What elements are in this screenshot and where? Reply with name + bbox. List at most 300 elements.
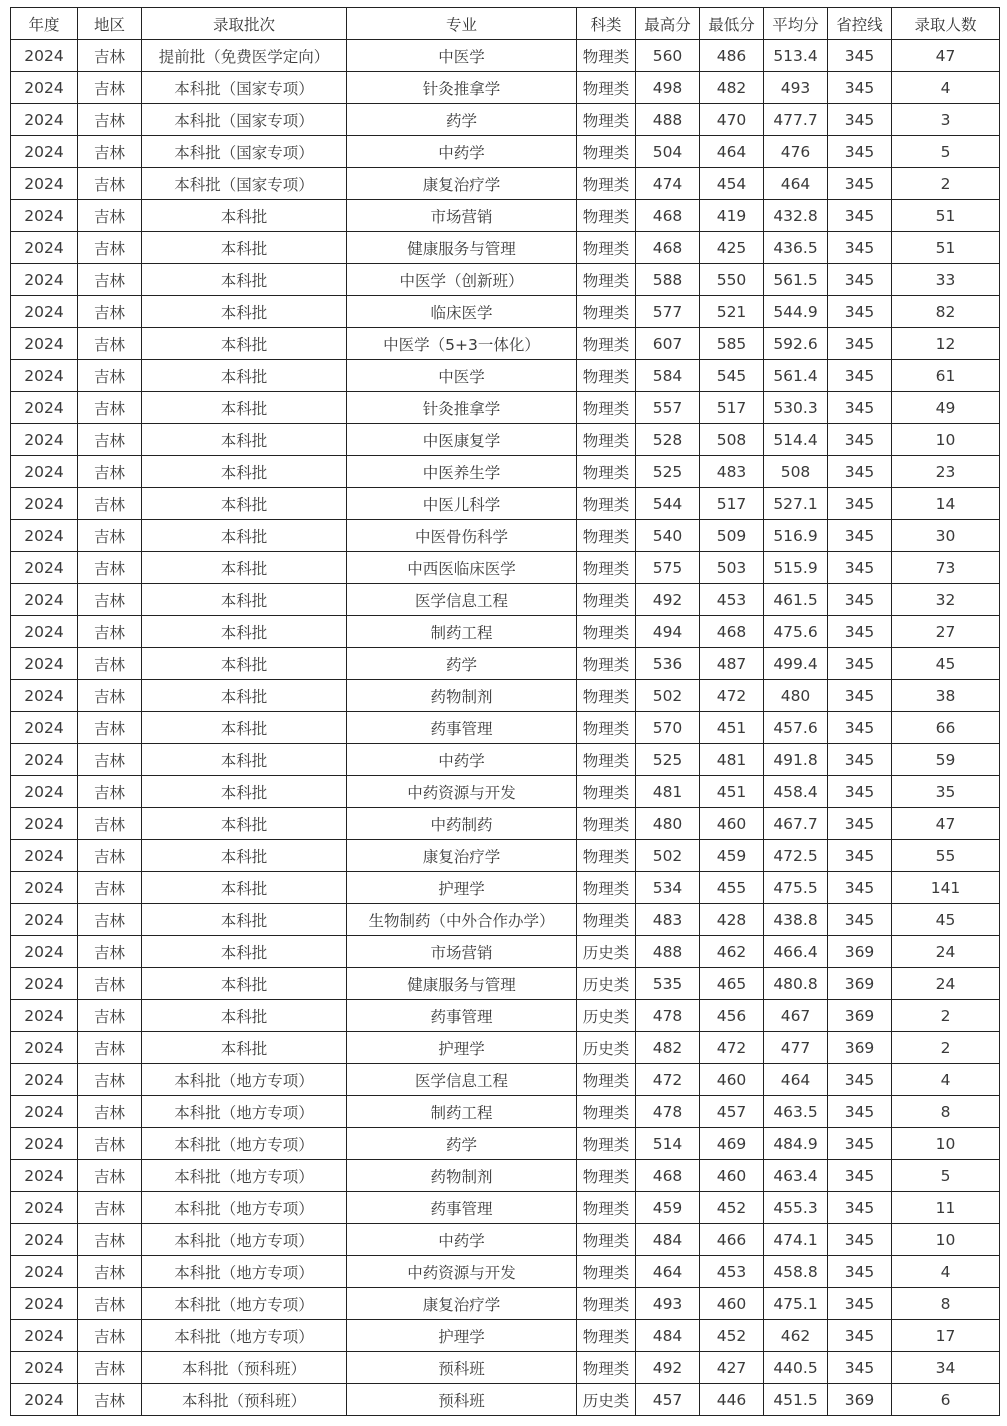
cell-category: 物理类 — [577, 1224, 636, 1256]
cell-max-score: 504 — [636, 136, 700, 168]
cell-year: 2024 — [11, 1384, 78, 1416]
cell-category: 物理类 — [577, 392, 636, 424]
cell-min-score: 486 — [700, 40, 764, 72]
table-row — [11, 200, 1000, 232]
cell-year: 2024 — [11, 1128, 78, 1160]
cell-year: 2024 — [11, 712, 78, 744]
cell-category: 物理类 — [577, 168, 636, 200]
cell-batch: 本科批 — [142, 744, 347, 776]
cell-region: 吉林 — [78, 904, 142, 936]
cell-category: 物理类 — [577, 296, 636, 328]
header-region: 地区 — [78, 8, 142, 40]
cell-batch: 本科批 — [142, 616, 347, 648]
cell-avg-score: 530.3 — [764, 392, 828, 424]
cell-min-score: 453 — [700, 1256, 764, 1288]
cell-category: 历史类 — [577, 1000, 636, 1032]
cell-region: 吉林 — [78, 1224, 142, 1256]
cell-avg-score: 432.8 — [764, 200, 828, 232]
cell-admitted-count: 10 — [892, 1128, 1000, 1160]
cell-max-score: 535 — [636, 968, 700, 1000]
cell-category: 历史类 — [577, 1032, 636, 1064]
cell-control-line: 369 — [828, 1000, 892, 1032]
cell-batch: 本科批 — [142, 392, 347, 424]
cell-major: 药学 — [347, 648, 577, 680]
cell-avg-score: 493 — [764, 72, 828, 104]
cell-category: 物理类 — [577, 488, 636, 520]
cell-max-score: 525 — [636, 744, 700, 776]
cell-region: 吉林 — [78, 360, 142, 392]
cell-max-score: 478 — [636, 1096, 700, 1128]
cell-category: 物理类 — [577, 904, 636, 936]
table-row — [11, 72, 1000, 104]
cell-avg-score: 477 — [764, 1032, 828, 1064]
table-row — [11, 1096, 1000, 1128]
header-category: 科类 — [577, 8, 636, 40]
cell-min-score: 521 — [700, 296, 764, 328]
cell-control-line: 345 — [828, 104, 892, 136]
cell-max-score: 484 — [636, 1320, 700, 1352]
cell-min-score: 456 — [700, 1000, 764, 1032]
cell-admitted-count: 5 — [892, 1160, 1000, 1192]
cell-major: 中药学 — [347, 744, 577, 776]
cell-control-line: 345 — [828, 1224, 892, 1256]
cell-admitted-count: 55 — [892, 840, 1000, 872]
cell-major: 健康服务与管理 — [347, 232, 577, 264]
table-row — [11, 584, 1000, 616]
cell-avg-score: 436.5 — [764, 232, 828, 264]
cell-year: 2024 — [11, 264, 78, 296]
cell-year: 2024 — [11, 1352, 78, 1384]
cell-category: 物理类 — [577, 1256, 636, 1288]
cell-year: 2024 — [11, 456, 78, 488]
cell-min-score: 428 — [700, 904, 764, 936]
table-row — [11, 840, 1000, 872]
cell-avg-score: 466.4 — [764, 936, 828, 968]
cell-major: 护理学 — [347, 872, 577, 904]
table-row — [11, 1192, 1000, 1224]
cell-min-score: 460 — [700, 808, 764, 840]
cell-control-line: 369 — [828, 968, 892, 1000]
cell-year: 2024 — [11, 1320, 78, 1352]
table-row — [11, 1384, 1000, 1416]
cell-control-line: 345 — [828, 904, 892, 936]
cell-min-score: 472 — [700, 680, 764, 712]
cell-year: 2024 — [11, 904, 78, 936]
cell-year: 2024 — [11, 1064, 78, 1096]
cell-admitted-count: 45 — [892, 904, 1000, 936]
cell-year: 2024 — [11, 1000, 78, 1032]
cell-category: 物理类 — [577, 456, 636, 488]
cell-major: 药事管理 — [347, 1000, 577, 1032]
cell-admitted-count: 47 — [892, 40, 1000, 72]
cell-major: 市场营销 — [347, 200, 577, 232]
cell-control-line: 345 — [828, 1096, 892, 1128]
cell-max-score: 575 — [636, 552, 700, 584]
cell-major: 中药学 — [347, 136, 577, 168]
cell-region: 吉林 — [78, 296, 142, 328]
cell-avg-score: 464 — [764, 168, 828, 200]
cell-avg-score: 472.5 — [764, 840, 828, 872]
cell-max-score: 468 — [636, 200, 700, 232]
cell-control-line: 345 — [828, 840, 892, 872]
cell-category: 物理类 — [577, 776, 636, 808]
cell-category: 物理类 — [577, 104, 636, 136]
cell-batch: 本科批 — [142, 360, 347, 392]
cell-region: 吉林 — [78, 1256, 142, 1288]
cell-avg-score: 458.8 — [764, 1256, 828, 1288]
cell-region: 吉林 — [78, 1320, 142, 1352]
cell-batch: 本科批 — [142, 840, 347, 872]
cell-max-score: 492 — [636, 1352, 700, 1384]
cell-major: 预科班 — [347, 1384, 577, 1416]
cell-category: 物理类 — [577, 328, 636, 360]
cell-region: 吉林 — [78, 104, 142, 136]
cell-control-line: 345 — [828, 456, 892, 488]
cell-admitted-count: 51 — [892, 200, 1000, 232]
cell-admitted-count: 8 — [892, 1288, 1000, 1320]
cell-batch: 本科批 — [142, 1000, 347, 1032]
cell-region: 吉林 — [78, 168, 142, 200]
table-body — [11, 40, 1000, 1416]
cell-max-score: 584 — [636, 360, 700, 392]
cell-max-score: 488 — [636, 936, 700, 968]
cell-batch: 本科批 — [142, 584, 347, 616]
cell-year: 2024 — [11, 40, 78, 72]
cell-year: 2024 — [11, 1096, 78, 1128]
cell-batch: 本科批 — [142, 968, 347, 1000]
cell-region: 吉林 — [78, 232, 142, 264]
table-row — [11, 424, 1000, 456]
cell-admitted-count: 66 — [892, 712, 1000, 744]
cell-year: 2024 — [11, 968, 78, 1000]
cell-admitted-count: 2 — [892, 168, 1000, 200]
cell-major: 中药制药 — [347, 808, 577, 840]
cell-admitted-count: 6 — [892, 1384, 1000, 1416]
cell-max-score: 488 — [636, 104, 700, 136]
table-row — [11, 136, 1000, 168]
cell-max-score: 498 — [636, 72, 700, 104]
cell-region: 吉林 — [78, 1000, 142, 1032]
table-row — [11, 648, 1000, 680]
cell-major: 中医康复学 — [347, 424, 577, 456]
cell-min-score: 585 — [700, 328, 764, 360]
cell-avg-score: 516.9 — [764, 520, 828, 552]
cell-batch: 本科批 — [142, 296, 347, 328]
cell-region: 吉林 — [78, 1160, 142, 1192]
cell-region: 吉林 — [78, 40, 142, 72]
cell-year: 2024 — [11, 328, 78, 360]
cell-region: 吉林 — [78, 552, 142, 584]
table-row — [11, 488, 1000, 520]
table-row — [11, 1224, 1000, 1256]
cell-major: 针灸推拿学 — [347, 72, 577, 104]
cell-year: 2024 — [11, 1256, 78, 1288]
cell-min-score: 459 — [700, 840, 764, 872]
cell-major: 康复治疗学 — [347, 1288, 577, 1320]
cell-category: 物理类 — [577, 264, 636, 296]
cell-avg-score: 440.5 — [764, 1352, 828, 1384]
cell-admitted-count: 47 — [892, 808, 1000, 840]
table-row — [11, 1064, 1000, 1096]
cell-max-score: 478 — [636, 1000, 700, 1032]
cell-year: 2024 — [11, 1160, 78, 1192]
cell-batch: 本科批（地方专项） — [142, 1320, 347, 1352]
cell-year: 2024 — [11, 1192, 78, 1224]
cell-max-score: 540 — [636, 520, 700, 552]
cell-control-line: 345 — [828, 72, 892, 104]
cell-admitted-count: 24 — [892, 968, 1000, 1000]
table-row — [11, 776, 1000, 808]
cell-max-score: 480 — [636, 808, 700, 840]
cell-major: 生物制药（中外合作办学） — [347, 904, 577, 936]
table-row — [11, 968, 1000, 1000]
cell-min-score: 550 — [700, 264, 764, 296]
cell-min-score: 472 — [700, 1032, 764, 1064]
cell-major: 中医儿科学 — [347, 488, 577, 520]
cell-admitted-count: 11 — [892, 1192, 1000, 1224]
cell-min-score: 481 — [700, 744, 764, 776]
table-row — [11, 936, 1000, 968]
cell-major: 中医学 — [347, 40, 577, 72]
cell-region: 吉林 — [78, 264, 142, 296]
admission-scores-sheet — [10, 7, 999, 1416]
cell-admitted-count: 27 — [892, 616, 1000, 648]
cell-max-score: 557 — [636, 392, 700, 424]
cell-control-line: 345 — [828, 200, 892, 232]
cell-min-score: 462 — [700, 936, 764, 968]
cell-year: 2024 — [11, 200, 78, 232]
table-row — [11, 40, 1000, 72]
table-row — [11, 712, 1000, 744]
cell-max-score: 607 — [636, 328, 700, 360]
cell-min-score: 466 — [700, 1224, 764, 1256]
cell-batch: 本科批（预科班） — [142, 1352, 347, 1384]
cell-avg-score: 480 — [764, 680, 828, 712]
cell-region: 吉林 — [78, 200, 142, 232]
cell-major: 中药资源与开发 — [347, 1256, 577, 1288]
cell-region: 吉林 — [78, 1032, 142, 1064]
cell-batch: 本科批 — [142, 552, 347, 584]
cell-year: 2024 — [11, 1224, 78, 1256]
cell-avg-score: 499.4 — [764, 648, 828, 680]
cell-max-score: 544 — [636, 488, 700, 520]
cell-year: 2024 — [11, 1032, 78, 1064]
cell-category: 物理类 — [577, 1128, 636, 1160]
cell-control-line: 345 — [828, 1064, 892, 1096]
cell-major: 中医学（创新班） — [347, 264, 577, 296]
cell-control-line: 345 — [828, 488, 892, 520]
cell-category: 物理类 — [577, 72, 636, 104]
cell-major: 康复治疗学 — [347, 840, 577, 872]
cell-region: 吉林 — [78, 680, 142, 712]
table-row — [11, 808, 1000, 840]
cell-major: 医学信息工程 — [347, 584, 577, 616]
cell-control-line: 345 — [828, 776, 892, 808]
cell-control-line: 345 — [828, 136, 892, 168]
cell-major: 制药工程 — [347, 1096, 577, 1128]
cell-year: 2024 — [11, 488, 78, 520]
cell-year: 2024 — [11, 680, 78, 712]
cell-admitted-count: 49 — [892, 392, 1000, 424]
cell-avg-score: 476 — [764, 136, 828, 168]
cell-batch: 本科批（地方专项） — [142, 1256, 347, 1288]
table-row — [11, 360, 1000, 392]
cell-batch: 本科批（地方专项） — [142, 1224, 347, 1256]
cell-max-score: 534 — [636, 872, 700, 904]
cell-control-line: 345 — [828, 1128, 892, 1160]
cell-category: 物理类 — [577, 1064, 636, 1096]
cell-category: 物理类 — [577, 552, 636, 584]
cell-admitted-count: 61 — [892, 360, 1000, 392]
cell-batch: 本科批（国家专项） — [142, 104, 347, 136]
cell-control-line: 345 — [828, 584, 892, 616]
cell-admitted-count: 3 — [892, 104, 1000, 136]
cell-category: 物理类 — [577, 808, 636, 840]
cell-category: 物理类 — [577, 136, 636, 168]
table-row — [11, 1256, 1000, 1288]
cell-category: 物理类 — [577, 616, 636, 648]
cell-region: 吉林 — [78, 744, 142, 776]
cell-major: 药事管理 — [347, 1192, 577, 1224]
cell-admitted-count: 33 — [892, 264, 1000, 296]
cell-batch: 本科批 — [142, 648, 347, 680]
cell-admitted-count: 8 — [892, 1096, 1000, 1128]
cell-batch: 本科批（国家专项） — [142, 168, 347, 200]
cell-admitted-count: 32 — [892, 584, 1000, 616]
table-row — [11, 1032, 1000, 1064]
cell-control-line: 345 — [828, 1288, 892, 1320]
cell-major: 中医学（5+3一体化） — [347, 328, 577, 360]
cell-admitted-count: 35 — [892, 776, 1000, 808]
cell-max-score: 493 — [636, 1288, 700, 1320]
cell-region: 吉林 — [78, 136, 142, 168]
cell-max-score: 514 — [636, 1128, 700, 1160]
cell-admitted-count: 10 — [892, 424, 1000, 456]
cell-batch: 本科批（国家专项） — [142, 72, 347, 104]
cell-major: 健康服务与管理 — [347, 968, 577, 1000]
cell-batch: 本科批（国家专项） — [142, 136, 347, 168]
cell-min-score: 454 — [700, 168, 764, 200]
cell-batch: 本科批 — [142, 520, 347, 552]
cell-year: 2024 — [11, 808, 78, 840]
cell-admitted-count: 73 — [892, 552, 1000, 584]
cell-region: 吉林 — [78, 1064, 142, 1096]
cell-admitted-count: 30 — [892, 520, 1000, 552]
cell-avg-score: 464 — [764, 1064, 828, 1096]
cell-control-line: 345 — [828, 1256, 892, 1288]
cell-max-score: 528 — [636, 424, 700, 456]
cell-major: 预科班 — [347, 1352, 577, 1384]
cell-admitted-count: 10 — [892, 1224, 1000, 1256]
cell-avg-score: 451.5 — [764, 1384, 828, 1416]
cell-batch: 本科批（地方专项） — [142, 1128, 347, 1160]
cell-year: 2024 — [11, 840, 78, 872]
cell-avg-score: 544.9 — [764, 296, 828, 328]
cell-max-score: 482 — [636, 1032, 700, 1064]
cell-major: 针灸推拿学 — [347, 392, 577, 424]
cell-min-score: 503 — [700, 552, 764, 584]
cell-avg-score: 527.1 — [764, 488, 828, 520]
cell-batch: 本科批（地方专项） — [142, 1192, 347, 1224]
cell-year: 2024 — [11, 776, 78, 808]
cell-year: 2024 — [11, 584, 78, 616]
cell-batch: 本科批（地方专项） — [142, 1288, 347, 1320]
cell-max-score: 481 — [636, 776, 700, 808]
cell-batch: 本科批 — [142, 680, 347, 712]
cell-min-score: 460 — [700, 1288, 764, 1320]
cell-min-score: 545 — [700, 360, 764, 392]
cell-control-line: 369 — [828, 1384, 892, 1416]
table-row — [11, 904, 1000, 936]
cell-avg-score: 467.7 — [764, 808, 828, 840]
cell-region: 吉林 — [78, 776, 142, 808]
cell-avg-score: 474.1 — [764, 1224, 828, 1256]
cell-admitted-count: 4 — [892, 1064, 1000, 1096]
table-row — [11, 1352, 1000, 1384]
cell-avg-score: 508 — [764, 456, 828, 488]
table-row — [11, 1288, 1000, 1320]
cell-avg-score: 463.4 — [764, 1160, 828, 1192]
cell-avg-score: 561.5 — [764, 264, 828, 296]
header-control-line: 省控线 — [828, 8, 892, 40]
cell-year: 2024 — [11, 392, 78, 424]
cell-region: 吉林 — [78, 1352, 142, 1384]
cell-major: 护理学 — [347, 1032, 577, 1064]
cell-admitted-count: 45 — [892, 648, 1000, 680]
cell-batch: 本科批 — [142, 424, 347, 456]
cell-avg-score: 438.8 — [764, 904, 828, 936]
cell-admitted-count: 4 — [892, 72, 1000, 104]
cell-category: 物理类 — [577, 712, 636, 744]
cell-control-line: 345 — [828, 392, 892, 424]
cell-control-line: 345 — [828, 168, 892, 200]
table-row — [11, 520, 1000, 552]
cell-year: 2024 — [11, 424, 78, 456]
cell-avg-score: 462 — [764, 1320, 828, 1352]
cell-admitted-count: 59 — [892, 744, 1000, 776]
cell-admitted-count: 2 — [892, 1032, 1000, 1064]
cell-min-score: 451 — [700, 712, 764, 744]
cell-region: 吉林 — [78, 840, 142, 872]
cell-control-line: 345 — [828, 744, 892, 776]
cell-region: 吉林 — [78, 872, 142, 904]
cell-category: 物理类 — [577, 584, 636, 616]
cell-min-score: 425 — [700, 232, 764, 264]
cell-batch: 本科批 — [142, 712, 347, 744]
cell-min-score: 470 — [700, 104, 764, 136]
cell-admitted-count: 5 — [892, 136, 1000, 168]
cell-category: 物理类 — [577, 1352, 636, 1384]
cell-batch: 本科批 — [142, 232, 347, 264]
cell-control-line: 369 — [828, 936, 892, 968]
cell-control-line: 345 — [828, 872, 892, 904]
cell-year: 2024 — [11, 72, 78, 104]
cell-min-score: 483 — [700, 456, 764, 488]
cell-control-line: 369 — [828, 1032, 892, 1064]
cell-major: 市场营销 — [347, 936, 577, 968]
cell-max-score: 484 — [636, 1224, 700, 1256]
admission-scores-table — [10, 7, 1000, 1416]
cell-min-score: 427 — [700, 1352, 764, 1384]
table-row — [11, 232, 1000, 264]
cell-control-line: 345 — [828, 296, 892, 328]
cell-max-score: 457 — [636, 1384, 700, 1416]
cell-admitted-count: 17 — [892, 1320, 1000, 1352]
cell-major: 护理学 — [347, 1320, 577, 1352]
cell-region: 吉林 — [78, 424, 142, 456]
cell-admitted-count: 82 — [892, 296, 1000, 328]
cell-region: 吉林 — [78, 488, 142, 520]
